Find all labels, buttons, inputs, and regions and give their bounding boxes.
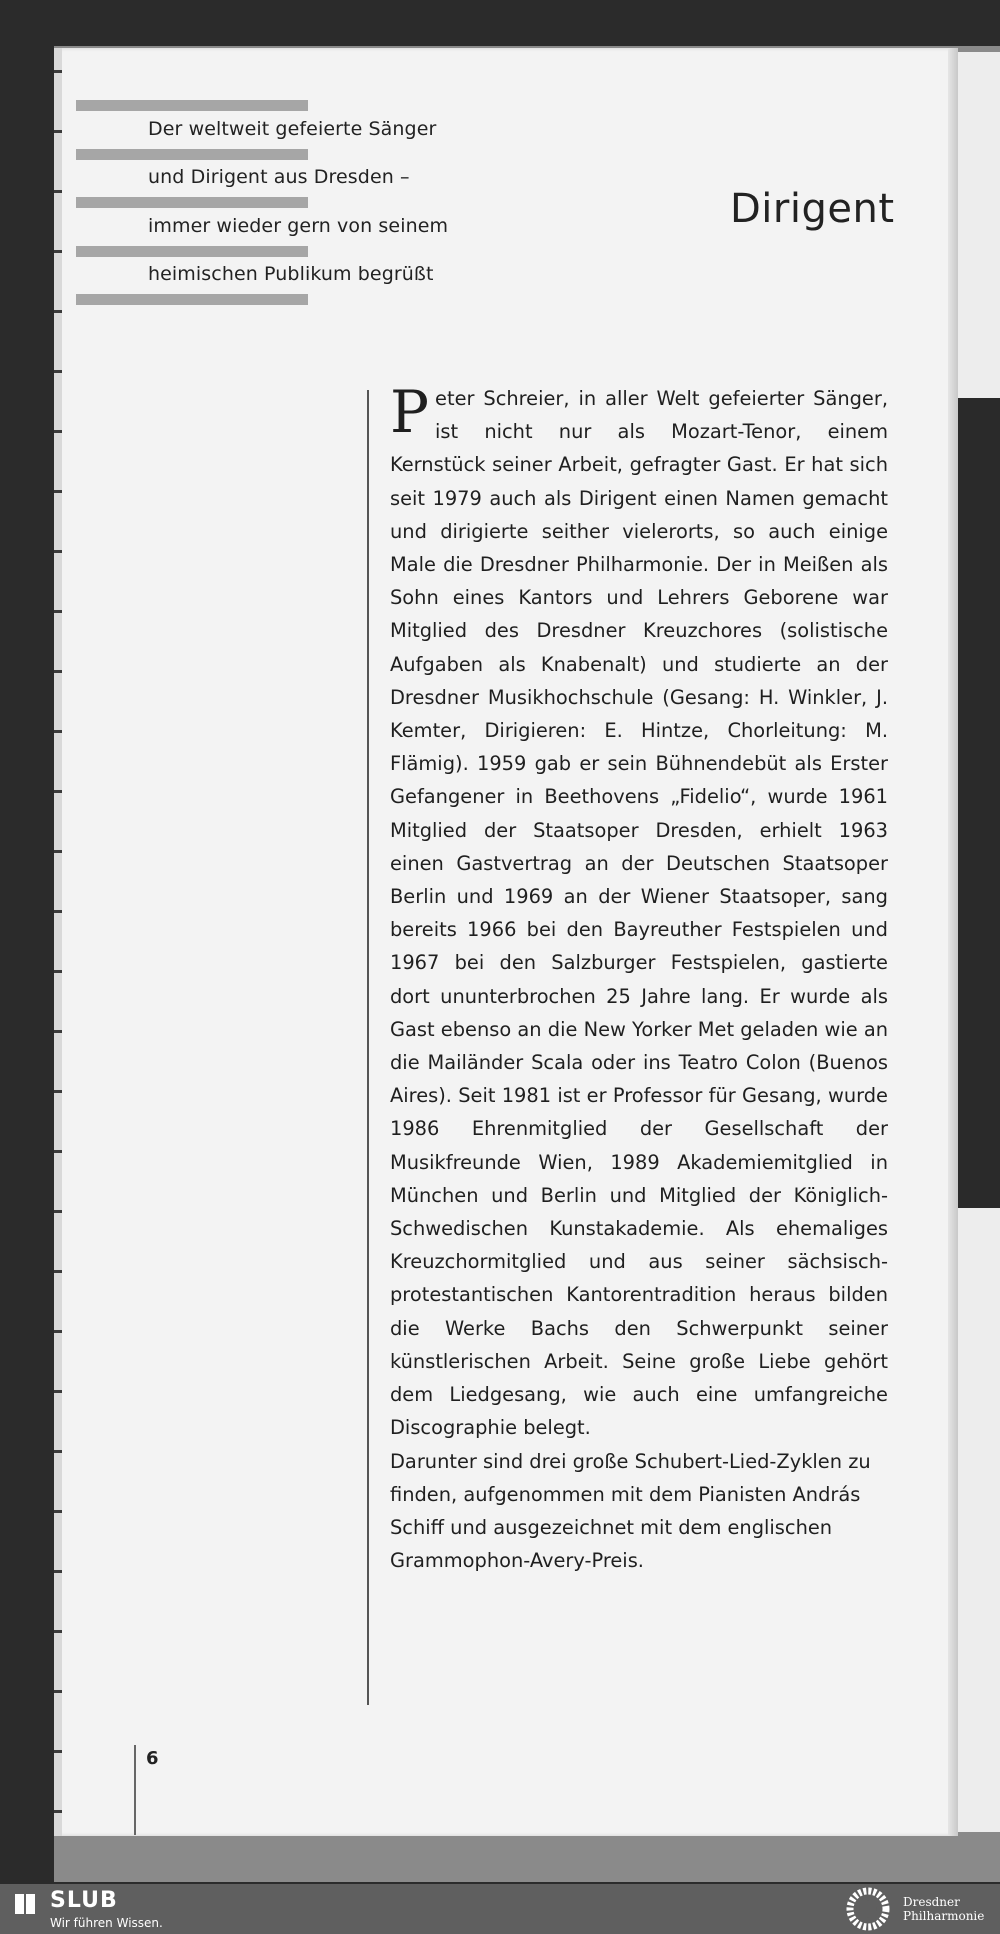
pull-quote-line: und Dirigent aus Dresden – xyxy=(148,166,410,188)
drop-cap: P xyxy=(390,378,430,446)
pull-quote-bar xyxy=(76,246,308,257)
book-gutter xyxy=(948,48,958,1836)
library-tagline: Wir führen Wissen. xyxy=(50,1916,163,1930)
column-rule xyxy=(367,390,369,1705)
facing-page-photo-edge xyxy=(958,398,1000,1208)
pull-quote-bar xyxy=(76,100,308,111)
pull-quote-bar xyxy=(76,149,308,160)
philharmonie-logo-icon xyxy=(843,1886,893,1932)
facing-page-edge xyxy=(958,52,1000,1832)
biography-text xyxy=(390,378,888,1577)
library-name: SLUB xyxy=(50,1888,118,1913)
pull-quote-line: heimischen Publikum begrüßt xyxy=(148,263,434,285)
biography-paragraph xyxy=(390,378,888,1445)
pull-quote-line: Der weltweit gefeierte Sänger xyxy=(148,118,437,140)
section-heading: Dirigent xyxy=(730,186,895,232)
paragraph-text: , in aller Welt gefeierter Sänger, ist nicht nur als Mozart-Tenor, einem Kernstück seiner Arbeit, gefragter Gast. Er hat sich seit 1979 auch als Dirigent einen Namen gemacht und dirigierte seither vielerorts, so auch einige Male die Dresdner Philharmonie. Der in Meißen als Sohn eines Kantors und Lehrers Geborene war Mitglied des Dresdner Kreuzchores (solistische Aufgaben als Knabenalt) und studierte an der Dresdner Musikhochschule (Gesang: H. Winkler, J. Kemter, Dirigieren: E. Hintze, Chorleitung: M. Flämig). 1959 gab er sein Bühnendebüt als Erster Gefangener in Beethovens „Fidelio“, wurde 1961 Mitglied der Staatsoper Dresden, erhielt 1963 einen Gastvertrag an der Deutschen Staatsoper Berlin und 1969 an der Wiener Staatsoper, sang bereits 1966 bei den Bayreuther Festspielen und 1967 bei den Salzburger Festspielen, gastierte dort ununterbrochen 25 Jahre lang. Er wurde als Gast ebenso an die New Yorker Met geladen wie an die Mailänder Scala oder ins Teatro Colon (Buenos Aires). Seit 1981 ist er Professor für Gesang, wurde 1986 Ehrenmitglied der Gesellschaft der Musikfreunde Wien, 1989 Akademiemitglied in München und Berlin und Mitglied der Königlich-Schwedischen Kunstakademie. Als ehemaliges Kreuzchormitglied und aus seiner sächsisch-protestantischen Kantorentradition heraus bilden die Werke Bachs den Schwerpunkt seiner künstlerischen Arbeit. Seine große Liebe gehört dem Liedgesang, wie auch eine umfangreiche Discographie belegt. xyxy=(390,387,888,1440)
page-number-rule xyxy=(134,1745,136,1835)
paragraph-text: Darunter sind drei große Schubert-Lied-Zyklen zu finden, aufgenommen mit dem Pianisten András Schiff und ausgezeichnet mit dem englischen Grammophon-Avery-Preis. xyxy=(390,1449,871,1573)
page-number: 6 xyxy=(146,1748,159,1769)
partner-name xyxy=(903,1895,984,1923)
pull-quote-line: immer wieder gern von seinem xyxy=(148,215,449,237)
pull-quote-bar xyxy=(76,197,308,208)
person-name: eter Schreier xyxy=(435,387,564,410)
pull-quote-bar xyxy=(76,294,308,305)
page-edge xyxy=(54,48,62,1836)
biography-paragraph xyxy=(390,1445,888,1578)
footer-bar xyxy=(0,1884,1000,1934)
partner-name-line: Dresdner xyxy=(903,1895,960,1909)
slub-logo-icon xyxy=(14,1892,36,1916)
partner-name-line: Philharmonie xyxy=(903,1909,985,1923)
